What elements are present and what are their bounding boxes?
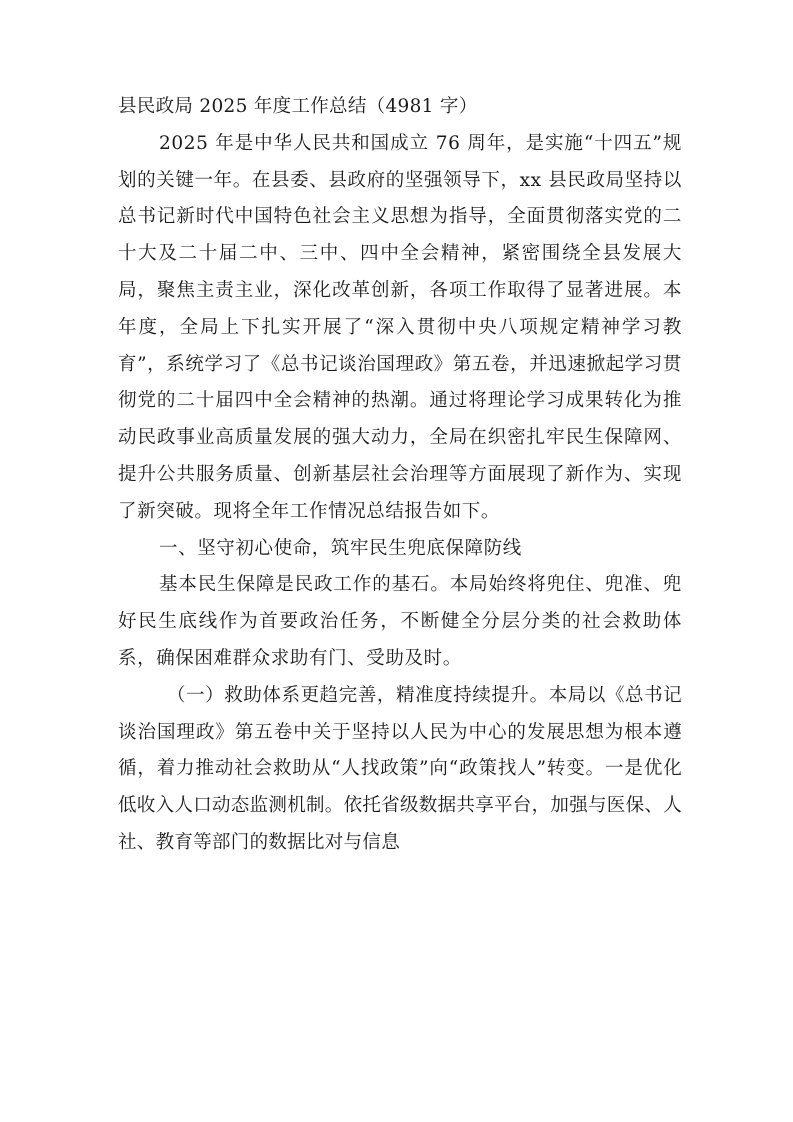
section-heading-1: 一、坚守初心使命，筑牢民生兜底保障防线: [159, 537, 522, 559]
subsection-paragraph-1: [118, 678, 682, 862]
section-paragraph-1: 基本民生保障是民政工作的基石。本局始终将兜住、兜准、兜好民生底线作为首要政治任务，不断健全分层分类的社会救助体系，确保困难群众求助有门、受助及时。: [118, 574, 682, 669]
subsection-heading-1: （一）救助体系更趋完善，精准度持续提升。: [167, 684, 549, 706]
subsection-body-1: 本局以《总书记谈治国理政》第五卷中关于坚持以人民为中心的发展思想为根本遵循，着力推动社会救助从“人找政策”向“政策找人”转变。一是优化低收入人口动态监测机制。依托省级数据共享平台，加强与医保、人社、教育等部门的数据比对与信息: [118, 684, 683, 853]
document-body: [118, 89, 682, 862]
intro-paragraph: 2025 年是中华人民共和国成立 76 周年，是实施“十四五”规划的关键一年。在县委、县政府的坚强领导下，xx 县民政局坚持以总书记新时代中国特色社会主义思想为指导，全面贯彻落实党的二十大及二十届二中、三中、四中全会精神，紧密围绕全县发展大局，聚焦主责主业，深化改革创新，各项工作取得了显著进展。本年度，全局上下扎实开展了“深入贯彻中央八项规定精神学习教育”，系统学习了《总书记谈治国理政》第五卷，并迅速掀起学习贯彻党的二十届四中全会精神的热潮。通过将理论学习成果转化为推动民政事业高质量发展的强大动力，全局在织密扎牢民生保障网、提升公共服务质量、创新基层社会治理等方面展现了新作为、实现了新突破。现将全年工作情况总结报告如下。: [118, 132, 682, 522]
document-title: 县民政局 2025 年度工作总结（4981 字）: [118, 96, 478, 117]
